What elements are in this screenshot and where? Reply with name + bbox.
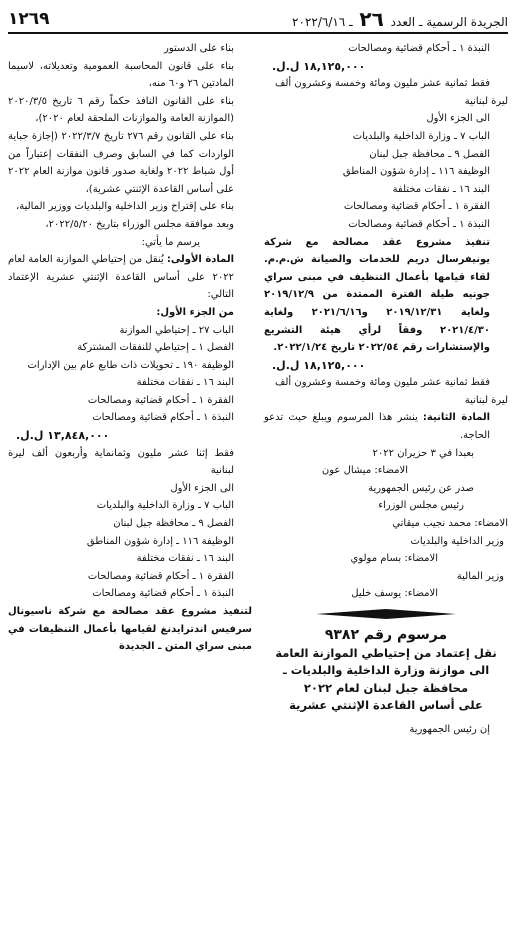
line: إن رئيس الجمهورية [409,723,490,735]
amount: ١٨,١٢٥,٠٠٠ ل.ل. [272,59,366,73]
line: البند ١٦ ـ نفقات مختلفة [136,377,234,389]
line: الوظيفة ١١٦ ـ إدارة شؤون المناطق [342,166,490,178]
signature-line: رئيس مجلس الوزراء [378,500,464,512]
decree-subtitle: محافظة جبل لبنان لعام ٢٠٢٢ [303,680,469,695]
amount: ١٨,١٢٥,٠٠٠ ل.ل. [272,358,366,372]
issue-number: ٢٦ [359,7,384,31]
journal-name: الجريدة الرسمية ـ العدد [390,15,508,29]
right-column [264,40,508,739]
page-number: ١٢٦٩ [8,9,50,29]
line: الى الجزء الأول [426,113,490,125]
line: يرسم ما يأتي: [141,236,200,248]
signature-line: وزير الداخلية والبلديات [410,535,504,547]
line: النبذة ١ ـ أحكام قضائية ومصالحات [92,588,234,600]
decree-subtitle: الى موازنة وزارة الداخلية والبلديات ـ [282,663,490,678]
signature-line: الامضاء: يوسف خليل [351,588,438,600]
paragraph: بناء على القانون النافذ حكماً رقم ٦ تاريخ ٢٠٢٠/٣/٥ (الموازنة العامة والموازنات الملحقة لعام ٢٠٢٠)، [8,95,234,125]
article-two [264,409,508,444]
line: الوظيفة ١٩٠ ـ تحويلات ذات طابع عام بين الإدارات [27,359,234,371]
article-label: المادة الأولى: [166,254,234,266]
signature-line: الامضاء: ميشال عون [321,465,408,477]
line: الفصل ١ ـ إحتياطي للنفقات المشتركة [77,342,234,354]
line: الباب ٢٧ ـ إحتياطي الموازنة [119,324,234,336]
paragraph: بناء على إقتراح وزير الداخلية والبلديات ووزير المالية، [16,201,234,213]
line: الفصل ٩ ـ محافظة جبل لبنان [369,148,490,160]
line: ليرة لبنانية [464,95,508,107]
line: ليرة لبنانية [464,394,508,406]
signing-place: بعبدا في ٣ حزيران ٢٠٢٢ [372,447,474,459]
issue-date: ـ ٢٠٢٢/٦/١٦ [292,15,353,29]
section-divider [264,609,508,619]
two-columns [8,40,508,739]
line: النبذة ١ ـ أحكام قضائية ومصالحات [92,412,234,424]
line: فقط ثمانية عشر مليون ومائة وخمسة وعشرون ألف [275,377,490,389]
line: الفقرة ١ ـ أحكام قضائية ومصالحات [87,394,234,406]
decree-subtitle: نقل إعتماد من إحتياطي الموازنة العامة [275,645,497,660]
decree-title: مرسوم رقم ٩٣٨٢ [324,627,448,643]
line: الى الجزء الأول [170,482,234,494]
article-one [8,251,252,304]
line: الفقرة ١ ـ أحكام قضائية ومصالحات [87,570,234,582]
line: الفقرة ١ ـ أحكام قضائية ومصالحات [343,201,490,213]
signature-line: وزير المالية [456,570,504,582]
line: الوظيفة ١١٦ ـ إدارة شؤون المناطق [86,535,234,547]
bold-paragraph: تنفيذ مشروع عقد مصالحة مع شركة يونيفرسال دريم للخدمات والصيانة ش.م.م. لقاء قيامها بأعمال التنظيف في مبنى سراي جونيه طيلة الفترة الممتدة من ٢٠١٩/١٢/٩ ولغاية ٢٠١٩/١٢/٣١ و٢٠٢١/٦/١٦ ولغاية ٢٠٢١/٤/٣٠ وفقاً لرأي هيئة التشريع والإستشارات رقم ٢٠٢٢/٥٤ تاريخ ٢٠٢٢/١/٢٤. [264,236,491,354]
left-column [8,40,252,739]
paragraph: وبعد موافقة مجلس الوزراء بتاريخ ٢٠٢٢/٥/٢٠، [45,218,234,230]
paragraph: فقط إثنا عشر مليون وثمانماية وأربعون ألف ليرة لبنانية [8,447,234,477]
header-left [292,7,508,31]
line: الباب ٧ ـ وزارة الداخلية والبلديات [96,500,234,512]
paragraph: بناء على قانون المحاسبة العمومية وتعديلاته، لاسيما المادتين ٢٦ و٦٠ منه، [8,60,234,90]
line: الباب ٧ ـ وزارة الداخلية والبلديات [352,130,490,142]
line: النبذة ١ ـ أحكام قضائية ومصالحات [348,218,490,230]
signature-line: الامضاء: بسام مولوي [350,553,438,565]
line: النبذة ١ ـ أحكام قضائية ومصالحات [348,43,490,54]
decree-subtitle: على أساس القاعدة الإثنتي عشرية [289,698,483,713]
paragraph: بناء على القانون رقم ٢٧٦ تاريخ ٢٠٢٢/٣/٧ (إجازة جباية الواردات كما في السابق وصرف النفقات إعتباراً من أول شباط ٢٠٢٢ ولغاية صدور قانون موازنة العام ٢٠٢٢ على أساس القاعدة الإثنتي عشرية)، [8,130,234,195]
amount: ١٣,٨٤٨,٠٠٠ ل.ل. [16,429,110,443]
line: البند ١٦ ـ نفقات مختلفة [392,183,490,195]
line: فقط ثمانية عشر مليون ومائة وخمسة وعشرون ألف [275,78,490,90]
article-text: يُنقل من إحتياطي الموازنة العامة لعام ٢٠٢٢ على أساس القاعدة الإثنتي عشرية الإعتماد التالي: [8,254,234,301]
line: البند ١٦ ـ نفقات مختلفة [136,553,234,565]
article-label: المادة الثانية: [422,412,490,424]
signature-line: صدر عن رئيس الجمهورية [368,482,474,494]
page-header [8,6,508,34]
line: من الجزء الأول: [156,306,234,318]
signature-line: الامضاء: محمد نجيب ميقاتي [392,518,508,530]
line: بناء على الدستور [164,43,234,54]
bold-paragraph: لتنفيذ مشروع عقد مصالحة مع شركة ناسيونال سرفيس اندترايدنغ لقيامها بأعمال التنظيفات في مبنى سراي المتن ـ الجديدة [8,606,252,653]
article-text: ينشر هذا المرسوم ويبلغ حيث تدعو الحاجة. [264,412,490,442]
line: الفصل ٩ ـ محافظة جبل لبنان [113,518,234,530]
